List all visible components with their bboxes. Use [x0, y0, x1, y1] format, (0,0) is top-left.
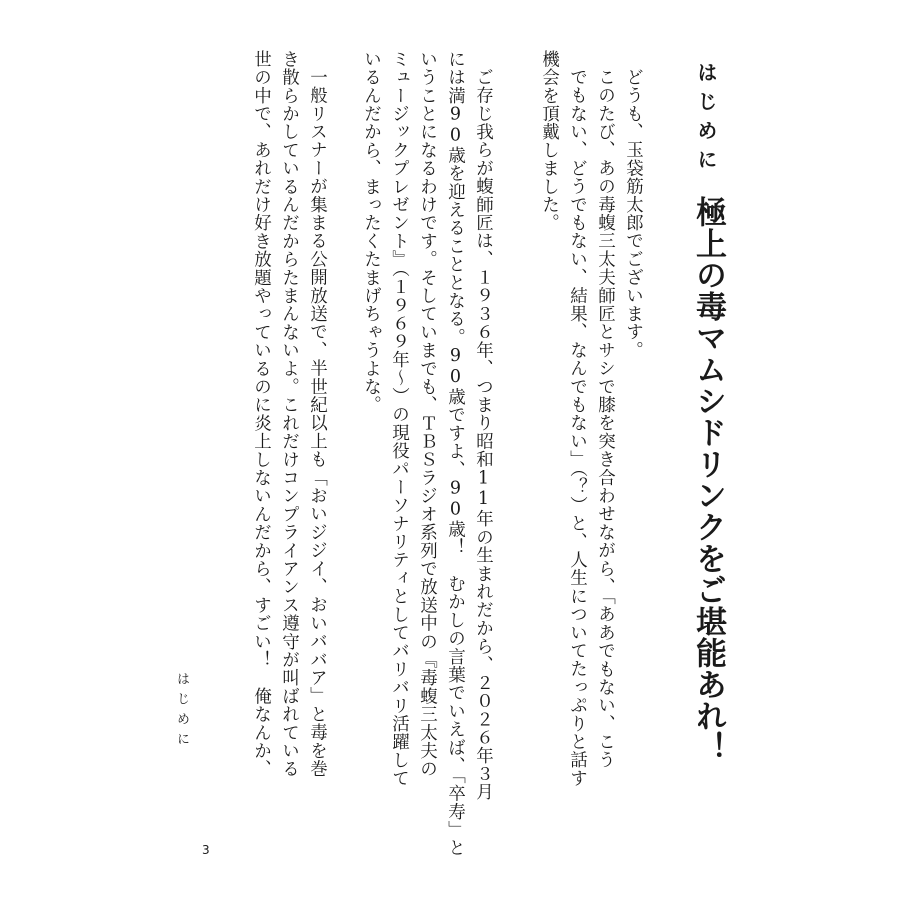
body-line: どうも、玉袋筋太郎でございます。 [623, 68, 644, 360]
body-line: でもない、どうでもない、結果、なんでもない」（？）と、人生についてたっぷりと話す [567, 68, 588, 788]
chapter-title: 極上の毒マムシドリンクをご堪能あれ！ [690, 196, 726, 763]
page-number: 3 [202, 843, 210, 857]
body-line: いるんだから、まったくたまげちゃうよな。 [361, 50, 382, 414]
body-line: いうことになるわけです。そしていまでも、ＴＢＳラジオ系列で放送中の『毒蝮三太夫の [417, 50, 438, 778]
body-line: このたび、あの毒蝮三太夫師匠とサシで膝を突き合わせながら、「ああでもない、こう [595, 68, 616, 770]
body-line: には満90歳を迎えることとなる。90歳ですよ、90歳！ むかしの言葉でいえば、「卒寿」と [445, 50, 466, 858]
body-line: ミュージックプレゼント』（１９６９年～）の現役パーソナリティとしてバリバリ活躍して [389, 50, 410, 788]
body-line: 機会を頂戴しました。 [539, 50, 560, 232]
section-label: はじめに [694, 62, 718, 178]
body-line: 世の中で、あれだけ好き放題やっているのに炎上しないんだから、すごい！ 俺なんか、 [251, 50, 272, 778]
body-line: ご存じ我らが蝮師匠は、１９３６年、つまり昭和11年の生まれだから、２０２６年３月 [473, 68, 494, 801]
body-line: 一般リスナーが集まる公開放送で、半世紀以上も「おいジジイ、おいババア」と毒を巻 [307, 68, 328, 778]
body-line: き散らかしているんだからたまんないよ。これだけコンプライアンス遵守が叫ばれている [279, 50, 300, 778]
running-head: はじめに [174, 672, 189, 752]
